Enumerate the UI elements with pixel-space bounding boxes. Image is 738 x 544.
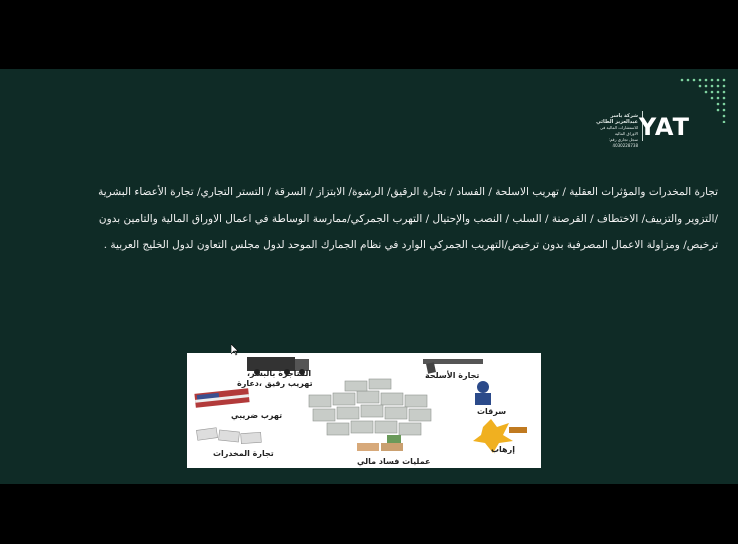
- presentation-slide: [0, 69, 738, 484]
- mouse-pointer-icon: [231, 344, 239, 356]
- money-stacks-icon: [309, 379, 431, 435]
- label-trafficking-subtitle: تهريب رقيق ،دعارة: [237, 379, 313, 388]
- logo-line-2: للاستشارات المالية في الاوراق المالية: [600, 125, 638, 136]
- crimes-list-paragraph: تجارة المخدرات والمؤثرات العقلية / تهريب الاسلحة / الفساد / تجارة الرقيق/ الرشوة/ الابتزاز / السرقة / التستر التجاري/ تجارة الأعضاء البشرية /التزوير والتزييف/ الاختطاف / القرصنة / السلب / النصب والإحتيال / التهرب الجمركي/ممارسة الوساطة في اعمال الاوراق المالية والتامين بدون ترخيص/ ومزاولة الاعمال المصرفية بدون ترخيص/التهريب الجمركي الوارد في نظام الجمارك الموحد لدول مجلس التعاون لدول الخليج العربية .: [98, 186, 718, 251]
- label-human-trafficking: المتاجرة بالبشر،: [247, 369, 312, 378]
- label-terrorism: إرهاب: [491, 445, 515, 454]
- label-drug-trade: تجارة المخدرات: [213, 449, 274, 458]
- label-tax-evasion: تهرب ضريبي: [231, 411, 283, 420]
- logo-company-name: [590, 113, 638, 149]
- financial-crimes-illustration: [187, 353, 541, 468]
- handshake-icon: [357, 435, 403, 451]
- label-thefts: سرقات: [477, 407, 507, 416]
- thief-icon: [475, 381, 491, 405]
- label-financial-corruption: عمليات فساد مالي: [357, 457, 431, 466]
- logo-line-1: شركة ياسر عبدالعزيز الطائي: [596, 113, 638, 125]
- flag-icon: [194, 388, 249, 408]
- label-arms-trade: تجارة الأسلحة: [425, 371, 480, 380]
- logo-mark: YAT: [638, 113, 690, 141]
- documents-icon: [196, 428, 261, 444]
- company-logo: [590, 107, 730, 147]
- logo-line-3: سجل تجاري رقم: 4030228738: [608, 137, 638, 148]
